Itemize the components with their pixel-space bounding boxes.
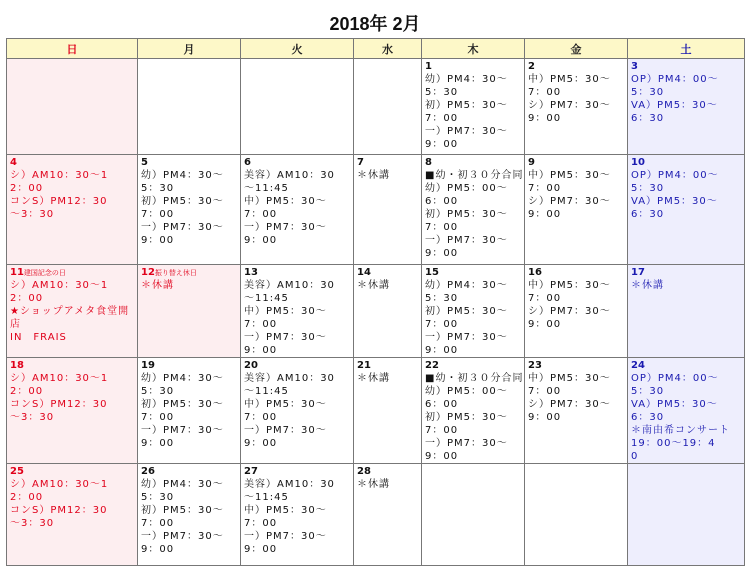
schedule-entry: 9：00 bbox=[141, 438, 175, 449]
schedule-entry: ＊南由希コンサート bbox=[631, 425, 730, 436]
calendar-empty-cell bbox=[628, 464, 745, 566]
schedule-entry: 幼）PM4：30〜 bbox=[141, 373, 224, 384]
schedule-entry: 中）PM5：30〜 bbox=[528, 170, 611, 181]
day-header bbox=[425, 267, 524, 279]
calendar-day-cell bbox=[138, 464, 241, 566]
calendar-empty-cell bbox=[354, 59, 422, 155]
day-header bbox=[141, 267, 240, 279]
schedule-entry: 9：00 bbox=[528, 412, 562, 423]
schedule-entry: 幼）PM4：30〜 bbox=[425, 74, 508, 85]
schedule-entry: 9：00 bbox=[528, 209, 562, 220]
calendar-week-row bbox=[7, 464, 745, 566]
schedule-entry: 初）PM5：30〜 bbox=[425, 100, 508, 111]
day-number: 18 bbox=[10, 360, 24, 371]
calendar-day-cell bbox=[628, 358, 745, 464]
schedule-entry: 中）PM5：30〜 bbox=[244, 306, 327, 317]
schedule-entry: シ）PM7：30〜 bbox=[528, 306, 611, 317]
day-number: 9 bbox=[528, 157, 535, 168]
schedule-entry: 〜3：30 bbox=[10, 518, 55, 529]
schedule-entry: 6：30 bbox=[631, 209, 665, 220]
calendar-day-cell bbox=[422, 358, 525, 464]
day-header bbox=[631, 360, 744, 372]
schedule-entry: IN FRAIS bbox=[10, 332, 67, 343]
day-header bbox=[10, 466, 137, 478]
day-header bbox=[141, 360, 240, 372]
day-number: 25 bbox=[10, 466, 24, 477]
day-header bbox=[425, 360, 524, 372]
schedule-entry: 一）PM7：30〜 bbox=[244, 531, 327, 542]
day-header bbox=[631, 61, 744, 73]
schedule-entry: シ）AM10：30〜1 bbox=[10, 479, 109, 490]
schedule-entry: 9：00 bbox=[244, 438, 278, 449]
schedule-entry: ■幼・初３０分合同 bbox=[425, 373, 524, 384]
calendar-day-cell bbox=[422, 59, 525, 155]
day-number: 11 bbox=[10, 267, 24, 278]
schedule-entry: 初）PM5：30〜 bbox=[425, 306, 508, 317]
day-header bbox=[244, 466, 353, 478]
day-header bbox=[425, 61, 524, 73]
calendar-day-cell bbox=[241, 358, 354, 464]
day-number: 8 bbox=[425, 157, 432, 168]
schedule-entry: 中）PM5：30〜 bbox=[244, 196, 327, 207]
schedule-entry: VA）PM5：30〜 bbox=[631, 399, 718, 410]
weekday-header-saturday: 土 bbox=[628, 39, 745, 59]
schedule-entry: 9：00 bbox=[244, 235, 278, 246]
day-number: 28 bbox=[357, 466, 371, 477]
day-header bbox=[244, 267, 353, 279]
holiday-note: 振り替え休日 bbox=[154, 269, 197, 277]
schedule-entry: 7：00 bbox=[141, 412, 175, 423]
day-number: 15 bbox=[425, 267, 439, 278]
calendar-day-cell bbox=[138, 358, 241, 464]
schedule-entry: ★ショップアメタ食堂開 bbox=[10, 306, 130, 317]
calendar-week-row bbox=[7, 155, 745, 265]
schedule-entry: シ）PM7：30〜 bbox=[528, 100, 611, 111]
schedule-entry: 初）PM5：30〜 bbox=[141, 505, 224, 516]
holiday-note: 建国記念の日 bbox=[23, 269, 66, 277]
schedule-entry: 一）PM7：30〜 bbox=[141, 222, 224, 233]
day-number: 10 bbox=[631, 157, 645, 168]
schedule-entry: 7：00 bbox=[244, 319, 278, 330]
calendar-empty-cell bbox=[525, 464, 628, 566]
day-header bbox=[10, 267, 137, 279]
schedule-entry: 7：00 bbox=[244, 412, 278, 423]
weekday-header-monday: 月 bbox=[138, 39, 241, 59]
weekday-header-wednesday: 水 bbox=[354, 39, 422, 59]
day-header bbox=[357, 157, 421, 169]
day-number: 6 bbox=[244, 157, 251, 168]
schedule-entry: 5：30 bbox=[631, 183, 665, 194]
day-header bbox=[631, 267, 744, 279]
day-number: 27 bbox=[244, 466, 258, 477]
schedule-entry: 初）PM5：30〜 bbox=[425, 209, 508, 220]
calendar-day-cell bbox=[525, 155, 628, 265]
schedule-entry: 中）PM5：30〜 bbox=[244, 399, 327, 410]
day-header bbox=[244, 157, 353, 169]
schedule-entry: 中）PM5：30〜 bbox=[528, 373, 611, 384]
schedule-entry: 9：00 bbox=[528, 319, 562, 330]
schedule-entry: コンS）PM12：30 bbox=[10, 505, 108, 516]
calendar-day-cell bbox=[354, 265, 422, 358]
schedule-entry: 19：00〜19：4 bbox=[631, 438, 716, 449]
schedule-entry: 美容）AM10：30 bbox=[244, 479, 335, 490]
calendar-day-cell bbox=[422, 155, 525, 265]
calendar-day-cell bbox=[354, 155, 422, 265]
schedule-entry: シ）PM7：30〜 bbox=[528, 196, 611, 207]
day-header bbox=[10, 360, 137, 372]
calendar-title: 2018年 2月 bbox=[329, 14, 421, 34]
schedule-entry: シ）PM7：30〜 bbox=[528, 399, 611, 410]
schedule-entry: 5：30 bbox=[425, 87, 459, 98]
calendar-empty-cell bbox=[422, 464, 525, 566]
schedule-entry: シ）AM10：30〜1 bbox=[10, 373, 109, 384]
calendar-day-cell bbox=[525, 265, 628, 358]
day-number: 2 bbox=[528, 61, 535, 72]
schedule-entry: 9：00 bbox=[141, 544, 175, 555]
schedule-entry: 6：30 bbox=[631, 412, 665, 423]
day-header bbox=[141, 157, 240, 169]
schedule-entry: 一）PM7：30〜 bbox=[141, 531, 224, 542]
schedule-entry: ＊休講 bbox=[357, 479, 390, 490]
day-number: 20 bbox=[244, 360, 258, 371]
day-number: 13 bbox=[244, 267, 258, 278]
schedule-entry: 一）PM7：30〜 bbox=[425, 126, 508, 137]
schedule-entry: 9：00 bbox=[244, 345, 278, 356]
schedule-entry: 一）PM7：30〜 bbox=[244, 222, 327, 233]
schedule-entry: 6：00 bbox=[425, 196, 459, 207]
schedule-entry: シ）AM10：30〜1 bbox=[10, 280, 109, 291]
schedule-entry: 7：00 bbox=[244, 209, 278, 220]
schedule-entry: 中）PM5：30〜 bbox=[528, 74, 611, 85]
calendar-week-row bbox=[7, 265, 745, 358]
schedule-entry: 2：00 bbox=[10, 293, 44, 304]
schedule-entry: 9：00 bbox=[425, 139, 459, 150]
schedule-entry: 一）PM7：30〜 bbox=[141, 425, 224, 436]
weekday-header-row bbox=[7, 39, 745, 59]
schedule-entry: ■幼・初３０分合同 bbox=[425, 170, 524, 181]
schedule-entry: 9：00 bbox=[528, 113, 562, 124]
schedule-entry: ＊休講 bbox=[631, 280, 664, 291]
schedule-entry: VA）PM5：30〜 bbox=[631, 196, 718, 207]
calendar-empty-cell bbox=[138, 59, 241, 155]
day-number: 21 bbox=[357, 360, 371, 371]
schedule-entry: 7：00 bbox=[244, 518, 278, 529]
schedule-entry: 中）PM5：30〜 bbox=[244, 505, 327, 516]
schedule-entry: 初）PM5：30〜 bbox=[141, 196, 224, 207]
day-number: 26 bbox=[141, 466, 155, 477]
schedule-entry: 幼）PM4：30〜 bbox=[141, 170, 224, 181]
day-number: 17 bbox=[631, 267, 645, 278]
schedule-entry: 6：30 bbox=[631, 113, 665, 124]
schedule-entry: 幼）PM4：30〜 bbox=[425, 280, 508, 291]
schedule-entry: 7：00 bbox=[425, 319, 459, 330]
schedule-entry: 幼）PM5：00〜 bbox=[425, 183, 508, 194]
schedule-entry: OP）PM4：00〜 bbox=[631, 74, 719, 85]
schedule-entry: 〜11:45 bbox=[244, 386, 289, 397]
schedule-entry: 一）PM7：30〜 bbox=[244, 425, 327, 436]
day-number: 14 bbox=[357, 267, 371, 278]
schedule-entry: OP）PM4：00〜 bbox=[631, 170, 719, 181]
day-header bbox=[357, 267, 421, 279]
day-number: 4 bbox=[10, 157, 17, 168]
day-header bbox=[425, 157, 524, 169]
schedule-entry: コンS）PM12：30 bbox=[10, 196, 108, 207]
schedule-entry: 2：00 bbox=[10, 492, 44, 503]
schedule-entry: 一）PM7：30〜 bbox=[425, 235, 508, 246]
day-number: 12 bbox=[141, 267, 155, 278]
schedule-entry: 9：00 bbox=[425, 345, 459, 356]
calendar-grid bbox=[6, 38, 745, 566]
schedule-entry: 幼）PM4：30〜 bbox=[141, 479, 224, 490]
calendar-day-cell bbox=[525, 59, 628, 155]
day-number: 5 bbox=[141, 157, 148, 168]
schedule-entry: 6：00 bbox=[425, 399, 459, 410]
schedule-entry: 9：00 bbox=[244, 544, 278, 555]
day-number: 16 bbox=[528, 267, 542, 278]
schedule-entry: 初）PM5：30〜 bbox=[141, 399, 224, 410]
calendar-day-cell bbox=[354, 464, 422, 566]
schedule-entry: シ）AM10：30〜1 bbox=[10, 170, 109, 181]
day-number: 1 bbox=[425, 61, 432, 72]
schedule-entry: 5：30 bbox=[141, 183, 175, 194]
weekday-header-thursday: 木 bbox=[422, 39, 525, 59]
day-header bbox=[10, 157, 137, 169]
schedule-entry: ＊休講 bbox=[357, 170, 390, 181]
weekday-header-sunday: 日 bbox=[7, 39, 138, 59]
calendar-day-cell bbox=[138, 265, 241, 358]
schedule-entry: 9：00 bbox=[425, 248, 459, 259]
schedule-entry: 美容）AM10：30 bbox=[244, 280, 335, 291]
day-header bbox=[244, 360, 353, 372]
day-header bbox=[528, 360, 627, 372]
calendar-week-row bbox=[7, 59, 745, 155]
day-header bbox=[528, 267, 627, 279]
schedule-entry: 2：00 bbox=[10, 183, 44, 194]
schedule-entry: 〜3：30 bbox=[10, 412, 55, 423]
schedule-entry: ＊休講 bbox=[357, 373, 390, 384]
schedule-entry: 7：00 bbox=[425, 222, 459, 233]
schedule-entry: コンS）PM12：30 bbox=[10, 399, 108, 410]
calendar-day-cell bbox=[7, 464, 138, 566]
schedule-entry: 9：00 bbox=[425, 451, 459, 462]
schedule-entry: 初）PM5：30〜 bbox=[425, 412, 508, 423]
calendar-day-cell bbox=[7, 265, 138, 358]
schedule-entry: 0 bbox=[631, 451, 639, 462]
day-number: 19 bbox=[141, 360, 155, 371]
weekday-header-tuesday: 火 bbox=[241, 39, 354, 59]
schedule-entry: 5：30 bbox=[631, 87, 665, 98]
calendar-day-cell bbox=[241, 265, 354, 358]
calendar-day-cell bbox=[7, 155, 138, 265]
schedule-entry: 〜11:45 bbox=[244, 293, 289, 304]
schedule-entry: 一）PM7：30〜 bbox=[425, 438, 508, 449]
calendar-day-cell bbox=[138, 155, 241, 265]
day-header bbox=[528, 157, 627, 169]
schedule-entry: 〜3：30 bbox=[10, 209, 55, 220]
calendar-day-cell bbox=[354, 358, 422, 464]
day-number: 7 bbox=[357, 157, 364, 168]
schedule-entry: 幼）PM5：00〜 bbox=[425, 386, 508, 397]
schedule-entry: 5：30 bbox=[141, 386, 175, 397]
schedule-entry: 5：30 bbox=[425, 293, 459, 304]
schedule-entry: 一）PM7：30〜 bbox=[425, 332, 508, 343]
schedule-entry: 5：30 bbox=[141, 492, 175, 503]
calendar-day-cell bbox=[7, 358, 138, 464]
day-header bbox=[528, 61, 627, 73]
day-number: 23 bbox=[528, 360, 542, 371]
schedule-entry: 7：00 bbox=[528, 87, 562, 98]
calendar-day-cell bbox=[525, 358, 628, 464]
calendar-empty-cell bbox=[7, 59, 138, 155]
schedule-entry: 7：00 bbox=[528, 386, 562, 397]
schedule-entry: OP）PM4：00〜 bbox=[631, 373, 719, 384]
schedule-entry: 〜11:45 bbox=[244, 492, 289, 503]
schedule-entry: 7：00 bbox=[425, 425, 459, 436]
schedule-entry: 9：00 bbox=[141, 235, 175, 246]
schedule-entry: 7：00 bbox=[141, 209, 175, 220]
schedule-entry: 7：00 bbox=[528, 293, 562, 304]
day-header bbox=[631, 157, 744, 169]
schedule-entry: 〜11:45 bbox=[244, 183, 289, 194]
day-header bbox=[357, 360, 421, 372]
schedule-entry: 美容）AM10：30 bbox=[244, 170, 335, 181]
calendar-week-row bbox=[7, 358, 745, 464]
calendar-day-cell bbox=[422, 265, 525, 358]
day-number: 24 bbox=[631, 360, 645, 371]
schedule-entry: 店 bbox=[10, 319, 21, 330]
schedule-entry: 5：30 bbox=[631, 386, 665, 397]
weekday-header-friday: 金 bbox=[525, 39, 628, 59]
schedule-entry: 7：00 bbox=[528, 183, 562, 194]
day-header bbox=[357, 466, 421, 478]
schedule-entry: ＊休講 bbox=[357, 280, 390, 291]
schedule-entry: 2：00 bbox=[10, 386, 44, 397]
calendar-day-cell bbox=[628, 265, 745, 358]
calendar-day-cell bbox=[628, 59, 745, 155]
calendar-day-cell bbox=[241, 155, 354, 265]
schedule-entry: 一）PM7：30〜 bbox=[244, 332, 327, 343]
schedule-entry: 7：00 bbox=[425, 113, 459, 124]
calendar-day-cell bbox=[241, 464, 354, 566]
schedule-entry: ＊休講 bbox=[141, 280, 174, 291]
day-number: 22 bbox=[425, 360, 439, 371]
schedule-entry: 中）PM5：30〜 bbox=[528, 280, 611, 291]
calendar-empty-cell bbox=[241, 59, 354, 155]
day-header bbox=[141, 466, 240, 478]
day-number: 3 bbox=[631, 61, 638, 72]
schedule-entry: 美容）AM10：30 bbox=[244, 373, 335, 384]
schedule-entry: VA）PM5：30〜 bbox=[631, 100, 718, 111]
schedule-entry: 7：00 bbox=[141, 518, 175, 529]
calendar-day-cell bbox=[628, 155, 745, 265]
